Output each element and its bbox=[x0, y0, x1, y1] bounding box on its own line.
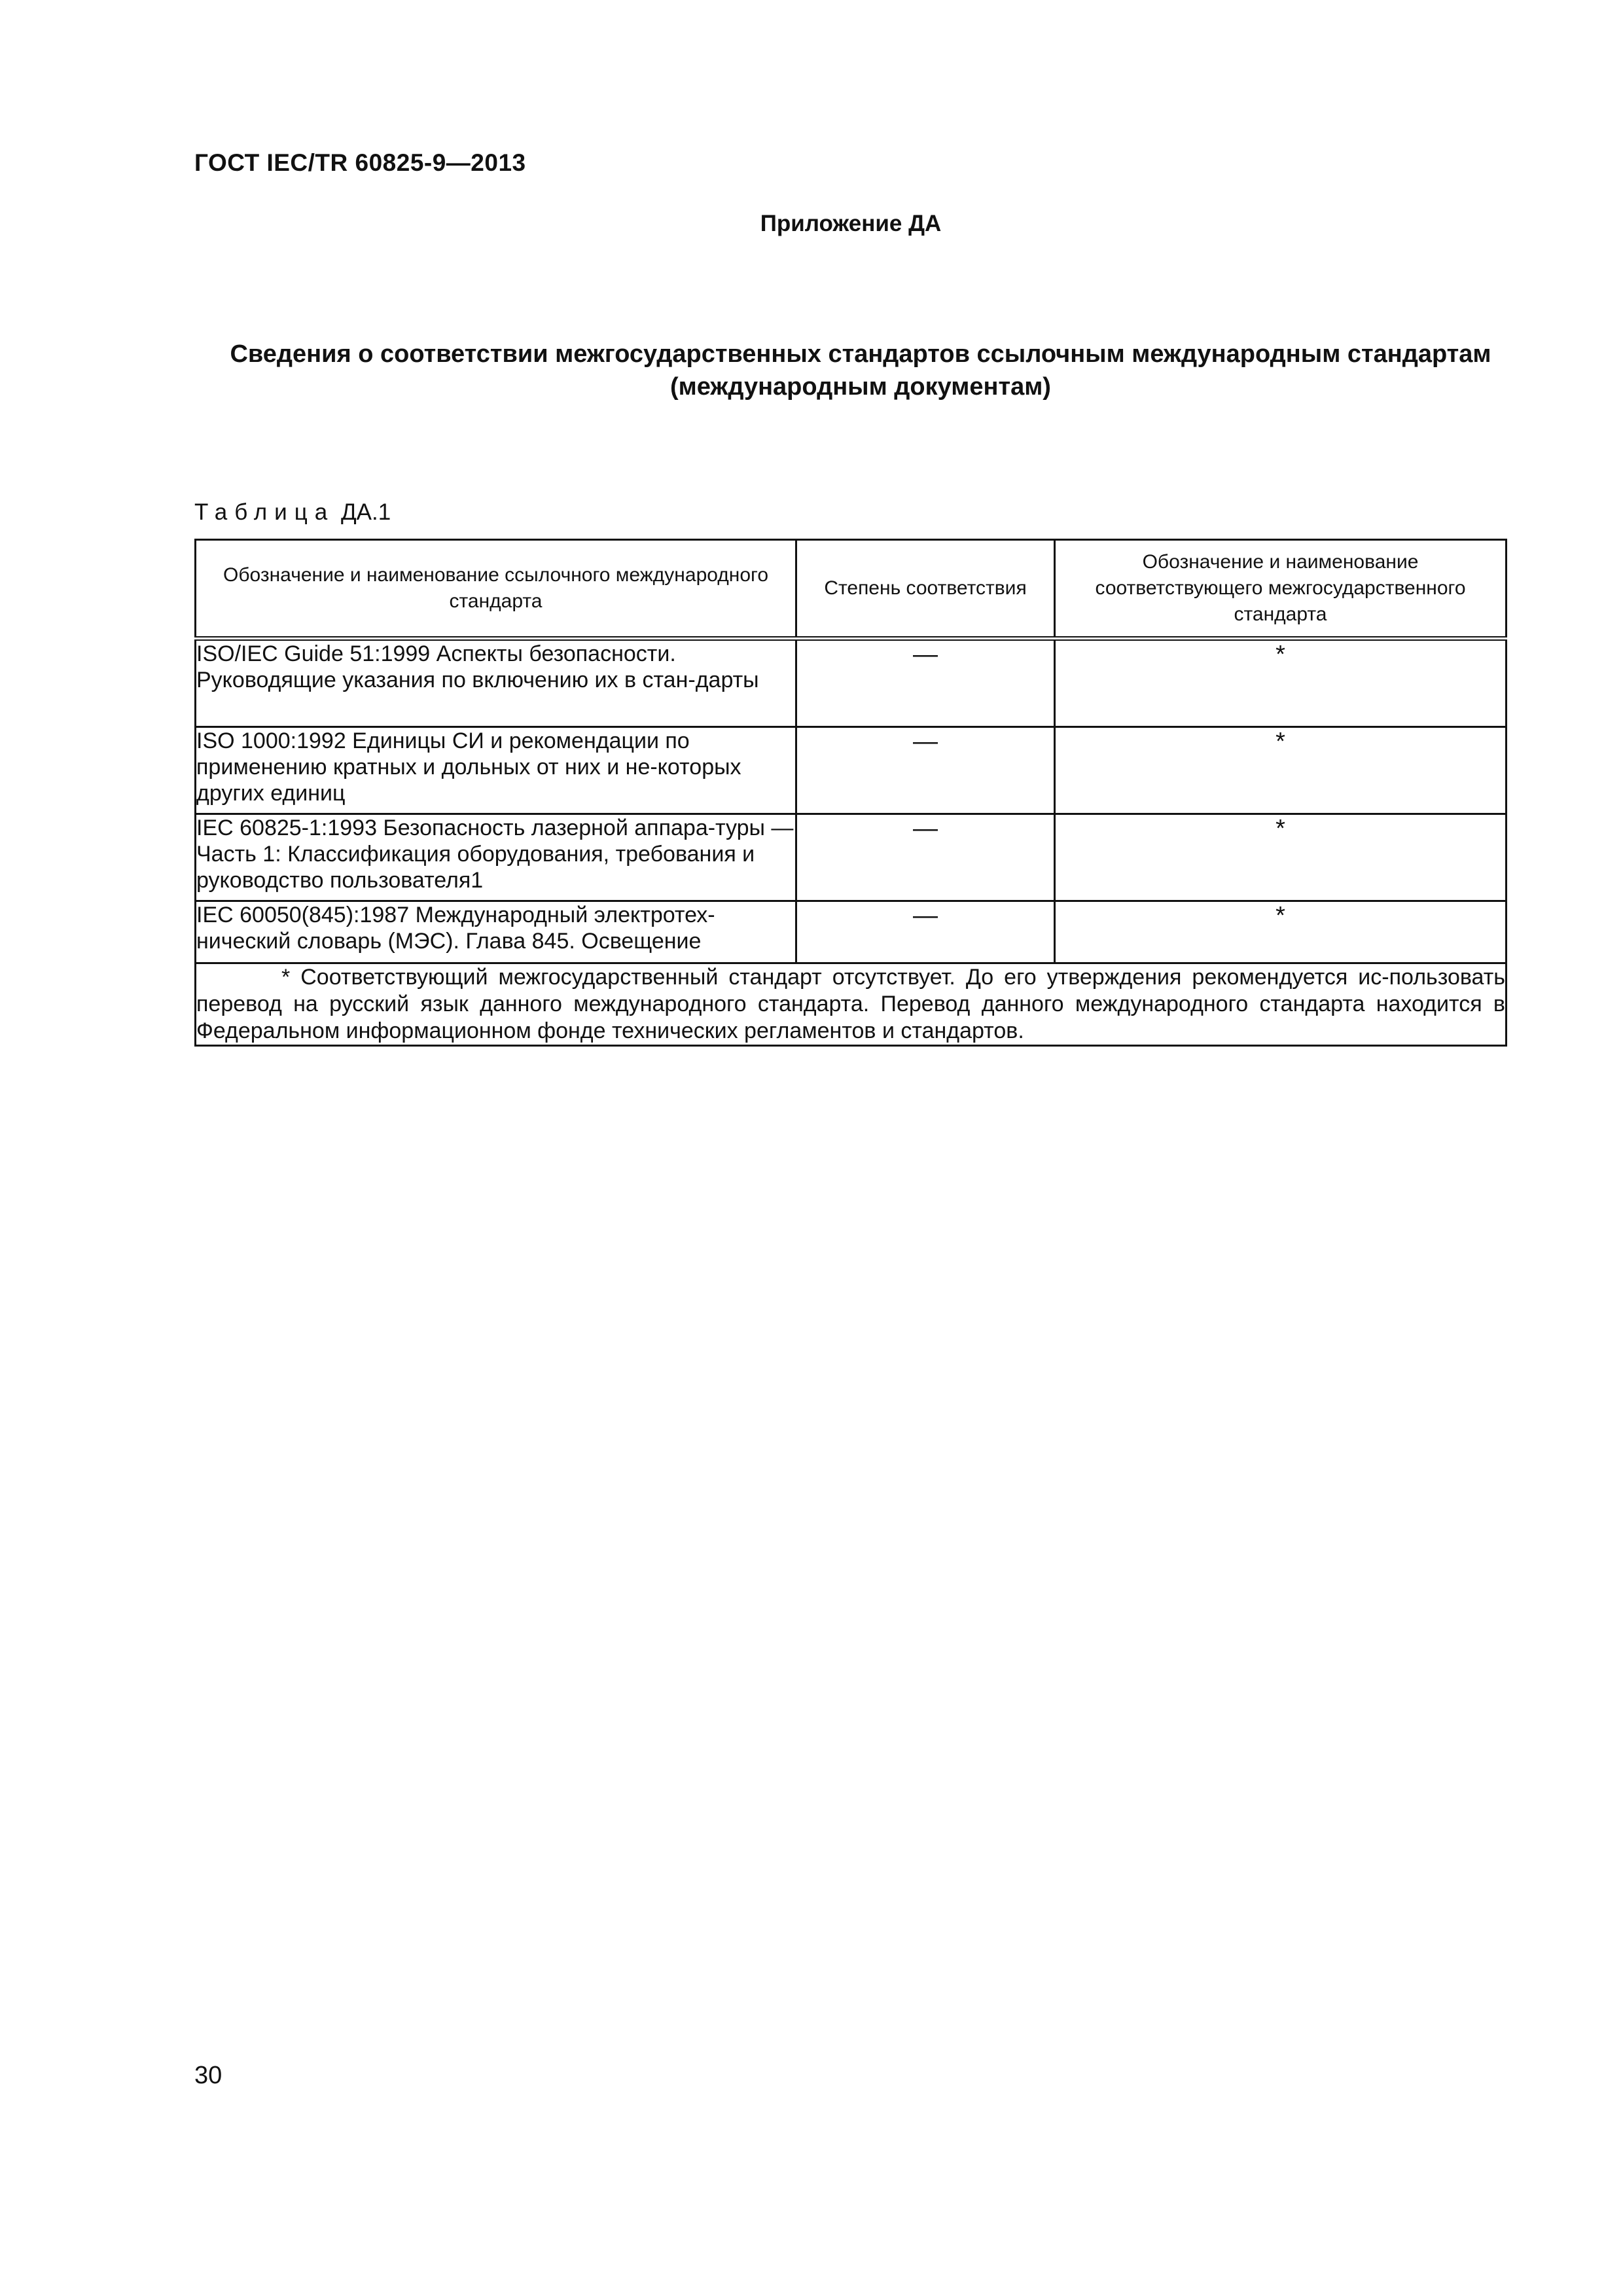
section-title: Сведения о соответствии межгосударственных стандартов ссылочным международным стандартам (международным документам) bbox=[230, 340, 1491, 401]
table-row bbox=[196, 901, 1507, 963]
cell-equivalent: * bbox=[1055, 901, 1507, 963]
table-footnote: * Соответствующий межгосударственный стандарт отсутствует. До его утверждения рекомендуется ис-пользовать перевод на русский язык данного международного стандарта. Перевод данного международного стандарта находится в Федеральном информационном фонде технических регламентов и стандартов. bbox=[196, 963, 1507, 1046]
page-number: 30 bbox=[194, 2062, 223, 2089]
cell-equivalent: * bbox=[1055, 639, 1507, 727]
cell-degree: — bbox=[796, 814, 1055, 901]
header-interstate-standard: Обозначение и наименование соответствующего межгосударственного стандарта bbox=[1055, 540, 1507, 639]
table-caption-word: Таблица bbox=[194, 499, 335, 525]
cell-degree: — bbox=[796, 727, 1055, 814]
cell-equivalent: * bbox=[1055, 814, 1507, 901]
cell-standard-name: IEC 60825-1:1993 Безопасность лазерной аппара-туры — Часть 1: Классификация оборудования, требования и руководство пользователя1 bbox=[196, 814, 796, 901]
cell-standard-name: ISO/IEC Guide 51:1999 Аспекты безопасности. Руководящие указания по включению их в стан-дарты bbox=[196, 639, 796, 727]
cell-degree: — bbox=[796, 639, 1055, 727]
table-row bbox=[196, 814, 1507, 901]
table-row bbox=[196, 639, 1507, 727]
cell-equivalent: * bbox=[1055, 727, 1507, 814]
table-header-row bbox=[196, 540, 1507, 639]
document-code: ГОСТ IEC/TR 60825-9—2013 bbox=[194, 149, 526, 176]
table-footnote-row bbox=[196, 963, 1507, 1046]
header-degree: Степень соответствия bbox=[796, 540, 1055, 639]
cell-degree: — bbox=[796, 901, 1055, 963]
appendix-label: Приложение ДА bbox=[760, 211, 942, 236]
cell-standard-name: IEC 60050(845):1987 Международный электротех-нический словарь (МЭС). Глава 845. Освещение bbox=[196, 901, 796, 963]
cell-standard-name: ISO 1000:1992 Единицы СИ и рекомендации по применению кратных и дольных от них и не-которых других единиц bbox=[196, 727, 796, 814]
table-caption bbox=[194, 499, 391, 526]
correspondence-table bbox=[194, 539, 1507, 1047]
header-international-standard: Обозначение и наименование ссылочного международного стандарта bbox=[196, 540, 796, 639]
table-caption-number: ДА.1 bbox=[340, 499, 391, 525]
table-row bbox=[196, 727, 1507, 814]
